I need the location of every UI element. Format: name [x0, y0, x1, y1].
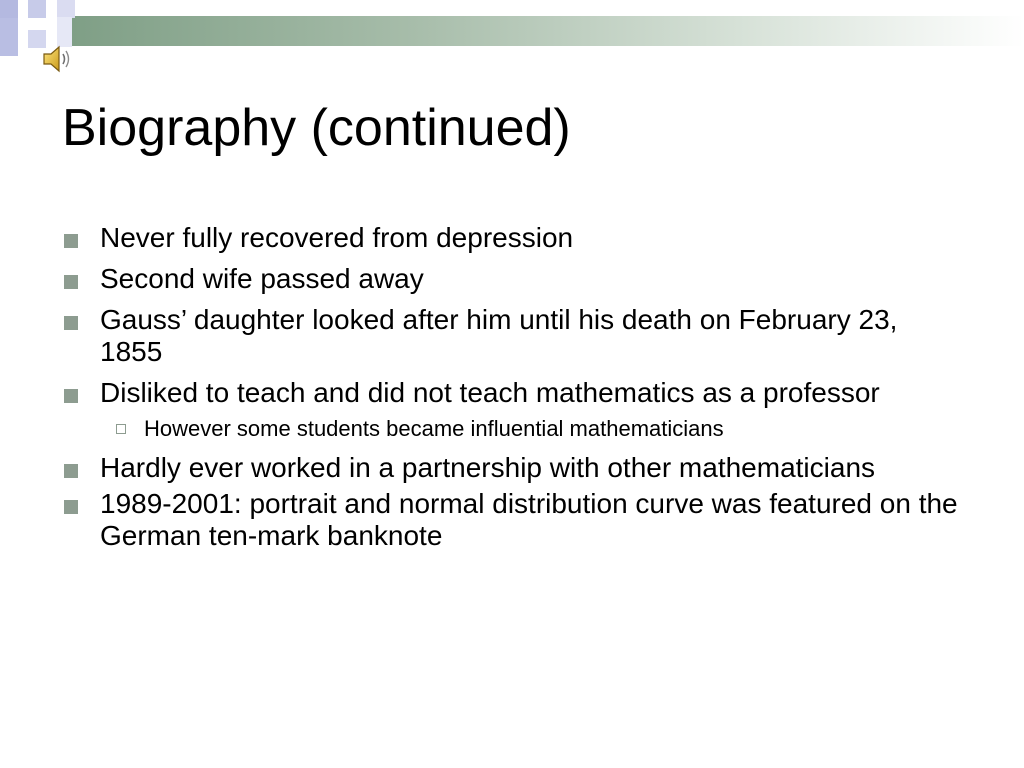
bullet-text: Disliked to teach and did not teach mathematics as a professor — [100, 377, 880, 408]
list-item — [62, 452, 962, 484]
decor-square — [0, 0, 18, 18]
list-item — [62, 488, 962, 552]
sub-list-item — [62, 415, 962, 443]
hollow-square-bullet-icon — [116, 424, 126, 434]
speaker-icon[interactable] — [40, 43, 74, 75]
list-item — [62, 377, 962, 409]
decor-square — [57, 0, 75, 18]
bullet-list — [62, 222, 962, 552]
decor-square — [28, 0, 46, 18]
square-bullet-icon — [64, 500, 78, 514]
square-bullet-icon — [64, 316, 78, 330]
square-bullet-icon — [64, 389, 78, 403]
bullet-text: Gauss’ daughter looked after him until his death on February 23, 1855 — [100, 304, 898, 367]
sub-bullet-text: However some students became influential mathematicians — [144, 416, 724, 441]
list-item — [62, 222, 962, 254]
bullet-text: Hardly ever worked in a partnership with other mathematicians — [100, 452, 876, 483]
bullet-text: Never fully recovered from depression — [100, 222, 574, 253]
header-gradient-bar — [72, 16, 1024, 46]
square-bullet-icon — [64, 275, 78, 289]
list-item — [62, 263, 962, 295]
square-bullet-icon — [64, 464, 78, 478]
slide-title: Biography (continued) — [62, 99, 571, 157]
square-bullet-icon — [64, 234, 78, 248]
bullet-text: 1989-2001: portrait and normal distribution curve was featured on the German ten-mark banknote — [100, 488, 958, 551]
decor-square — [0, 18, 18, 56]
bullet-text: Second wife passed away — [100, 263, 424, 294]
list-item — [62, 304, 962, 368]
